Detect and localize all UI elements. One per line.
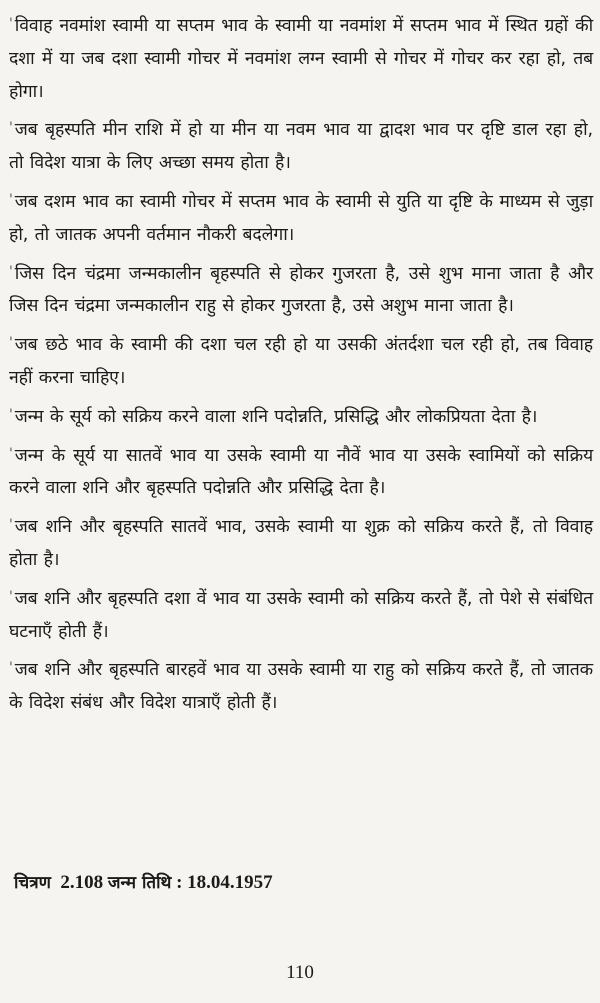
caption-figure-number: 2.108 xyxy=(60,872,104,893)
figure-caption xyxy=(14,870,273,894)
paragraph-text: जब बृहस्पति मीन राशि में हो या मीन या नवम भाव या द्वादश भाव पर दृष्टि डाल रहा हो, तो विदेश यात्रा के लिए अच्छा समय होता है। xyxy=(9,120,593,174)
bullet-mark: ' xyxy=(9,335,13,352)
paragraph-text: जब शनि और बृहस्पति बारहवें भाव या उसके स्वामी या राहु को सक्रिय करते हैं, तो जातक के विदेश संबंध और विदेश यात्राएँ होती हैं। xyxy=(9,660,593,714)
paragraph-text: जब शनि और बृहस्पति सातवें भाव, उसके स्वामी या शुक्र को सक्रिय करते हैं, तो विवाह होता है। xyxy=(9,517,593,570)
bullet-mark: ' xyxy=(9,445,13,462)
page-body xyxy=(9,8,593,724)
bullet-mark: ' xyxy=(9,263,13,280)
paragraph-text: जब शनि और बृहस्पति दशा वें भाव या उसके स्वामी को सक्रिय करते हैं, तो पेशे से संबंधित घटनाएँ होती हैं। xyxy=(9,588,593,642)
paragraph-9 xyxy=(9,581,593,649)
paragraph-text: जब छठे भाव के स्वामी की दशा चल रही हो या उसकी अंतर्दशा चल रही हो, तब विवाह नहीं करना चाहिए। xyxy=(9,335,593,388)
bullet-mark: ' xyxy=(9,517,13,534)
paragraph-1 xyxy=(9,8,593,108)
paragraph-2 xyxy=(9,112,593,180)
paragraph-5 xyxy=(9,327,593,395)
caption-text: जन्म तिथि xyxy=(107,873,172,893)
bullet-mark: ' xyxy=(9,588,13,605)
paragraph-text: जिस दिन चंद्रमा जन्मकालीन बृहस्पति से होकर गुजरता है, उसे शुभ माना जाता है और जिस दिन चंद्रमा जन्मकालीन राहु से होकर गुजरता है, उसे अशुभ माना जाता है। xyxy=(9,263,593,317)
paragraph-3 xyxy=(9,184,593,252)
paragraph-7 xyxy=(9,438,593,506)
bullet-mark: ' xyxy=(9,16,13,32)
paragraph-text: जन्म के सूर्य को सक्रिय करने वाला शनि पदोन्नति, प्रसिद्धि और लोकप्रियता देता है। xyxy=(14,406,538,427)
paragraph-text: विवाह नवमांश स्वामी या सप्तम भाव के स्वामी या नवमांश में सप्तम भाव में स्थित ग्रहों की दशा में या जब दशा स्वामी गोचर में नवमांश लग्न स्वामी से गोचर में गोचर कर रहा हो, तब होगा। xyxy=(9,16,593,102)
bullet-mark: ' xyxy=(9,191,13,208)
bullet-mark: ' xyxy=(9,660,13,677)
page-number: 110 xyxy=(286,962,314,983)
caption-date: 18.04.1957 xyxy=(187,872,273,893)
caption-separator: : xyxy=(176,872,183,893)
paragraph-text: जन्म के सूर्य या सातवें भाव या उसके स्वामी या नौवें भाव या उसके स्वामियों को सक्रिय करने वाला शनि और बृहस्पति पदोन्नति और प्रसिद्धि देता है। xyxy=(9,445,593,499)
paragraph-6 xyxy=(9,399,593,434)
bullet-mark: ' xyxy=(9,120,13,137)
paragraph-8 xyxy=(9,509,593,577)
paragraph-text: जब दशम भाव का स्वामी गोचर में सप्तम भाव के स्वामी से युति या दृष्टि के माध्यम से जुड़ा हो, तो जातक अपनी वर्तमान नौकरी बदलेगा। xyxy=(9,191,593,245)
paragraph-10 xyxy=(9,652,593,720)
bullet-mark: ' xyxy=(9,406,13,423)
paragraph-4 xyxy=(9,256,593,324)
caption-label: चित्रण xyxy=(14,873,51,893)
